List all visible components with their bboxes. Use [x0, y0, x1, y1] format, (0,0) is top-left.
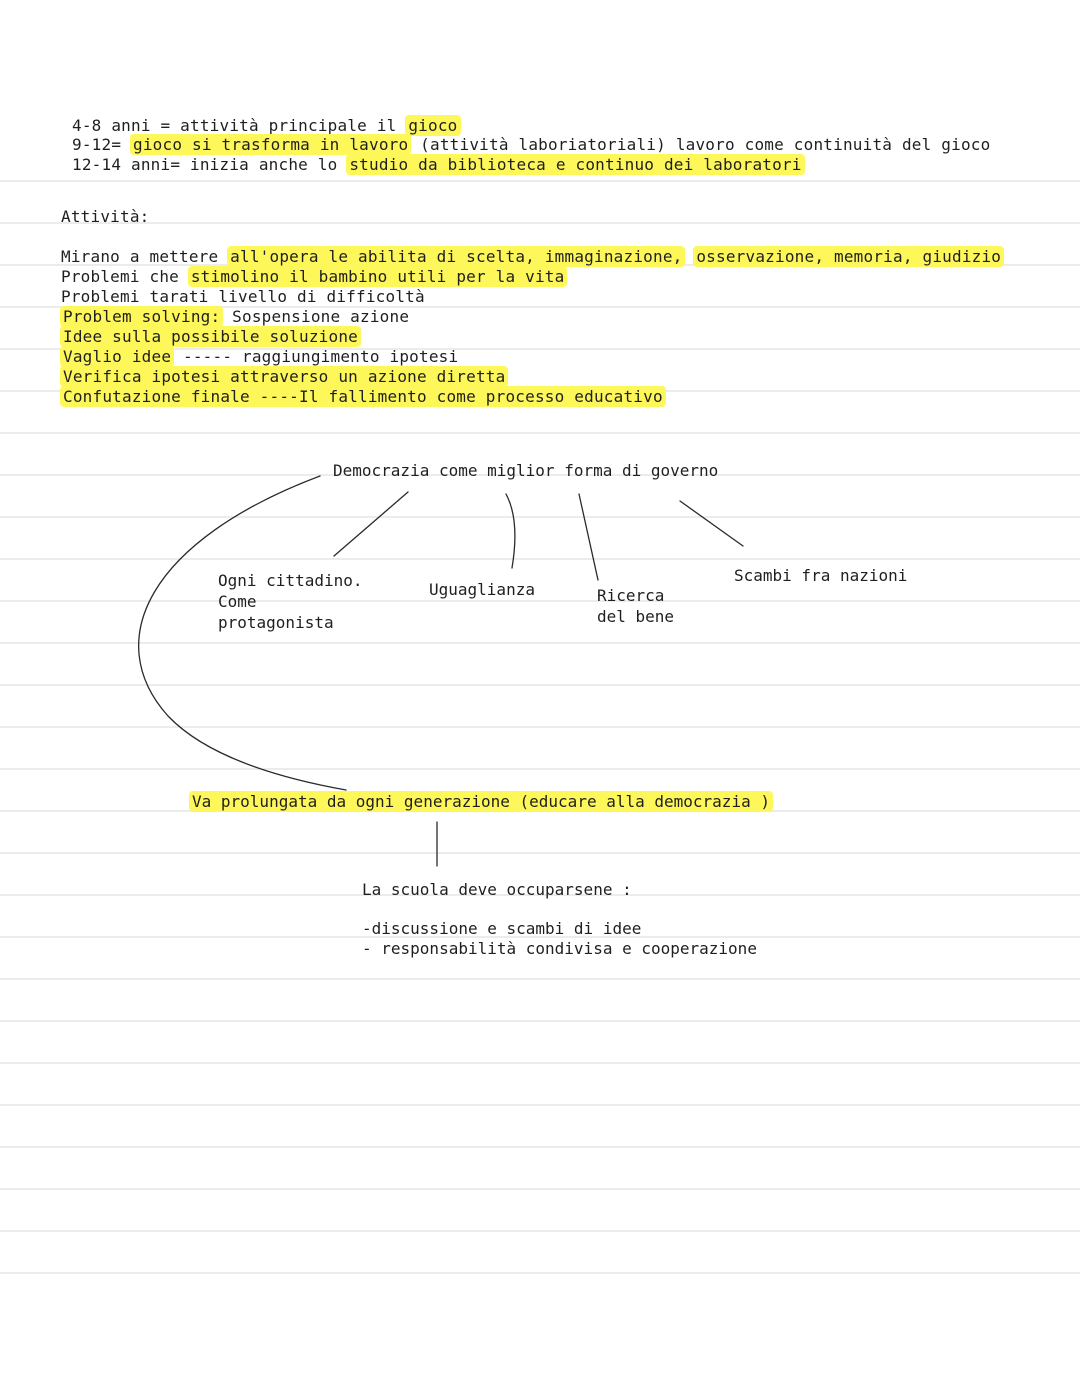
attivita-line-4-mid: Sospensione azione: [222, 307, 410, 326]
connector-scambi: [680, 501, 743, 546]
connector-ogni-cittadino: [334, 492, 408, 556]
attivita-line-2-hl1: stimolino il bambino utili per la vita: [190, 267, 565, 286]
node-ogni-cittadino-line-3: protagonista: [218, 613, 334, 632]
node-uguaglianza: Uguaglianza: [429, 580, 535, 599]
age-line-2-text: 9-12=: [72, 135, 131, 154]
node-ogni-cittadino-line-1: Ogni cittadino.: [218, 571, 363, 590]
diagram-conclusion-text: Va prolungata da ogni generazione (educare alla democrazia ): [192, 792, 770, 811]
school-point-2: - responsabilità condivisa e cooperazione: [362, 939, 757, 958]
attivita-line-1-hl2: osservazione, memoria, giudizio: [696, 247, 1002, 266]
attivita-line-7-hl1: Verifica ipotesi attraverso un azione diretta: [63, 367, 506, 386]
node-scambi-fra-nazioni: Scambi fra nazioni: [734, 566, 908, 585]
attivita-line-8-hl1: Confutazione finale ----Il fallimento come processo educativo: [63, 387, 663, 406]
attivita-line-6-hl1: Vaglio idee: [63, 347, 172, 366]
attivita-line-3-text: Problemi tarati livello di difficoltà: [61, 287, 425, 306]
school-title: La scuola deve occuparsene :: [362, 880, 632, 899]
age-line-1-highlight: gioco: [408, 116, 458, 135]
attivita-line-4-hl1: Problem solving:: [63, 307, 221, 326]
attivita-line-5-hl1: Idee sulla possibile soluzione: [63, 327, 358, 346]
age-line-3-highlight: studio da biblioteca e continuo dei laboratori: [349, 155, 802, 174]
node-ricerca-line-2: del bene: [597, 607, 675, 626]
age-line-2-highlight: gioco si trasforma in lavoro: [133, 135, 409, 154]
connector-ricerca: [579, 494, 598, 580]
age-line-3-text: 12-14 anni= inizia anche lo: [72, 155, 348, 174]
node-ricerca-line-1: Ricerca: [597, 586, 665, 605]
node-ogni-cittadino-line-2: Come: [218, 592, 257, 611]
age-line-1-text: 4-8 anni = attività principale il: [72, 116, 407, 135]
connector-uguaglianza: [506, 494, 515, 568]
attivita-heading: Attività:: [61, 207, 150, 226]
node-ogni-cittadino: [218, 570, 363, 633]
node-ricerca-del-bene: [597, 585, 674, 627]
diagram-root: Democrazia come miglior forma di governo: [333, 461, 719, 480]
diagram-conclusion: [190, 791, 772, 812]
attivita-line-6-mid: ----- raggiungimento ipotesi: [173, 347, 459, 366]
school-point-1: -discussione e scambi di idee: [362, 919, 642, 938]
attivita-line-1-hl1: all'opera le abilita di scelta, immaginazione,: [230, 247, 683, 266]
connector-arc: [139, 476, 346, 790]
attivita-line-2-text: Problemi che: [61, 267, 189, 286]
attivita-line-1-text: Mirano a mettere: [61, 247, 229, 266]
age-line-2-suffix: (attività laboriatoriali) lavoro come continuità del gioco: [410, 135, 991, 154]
